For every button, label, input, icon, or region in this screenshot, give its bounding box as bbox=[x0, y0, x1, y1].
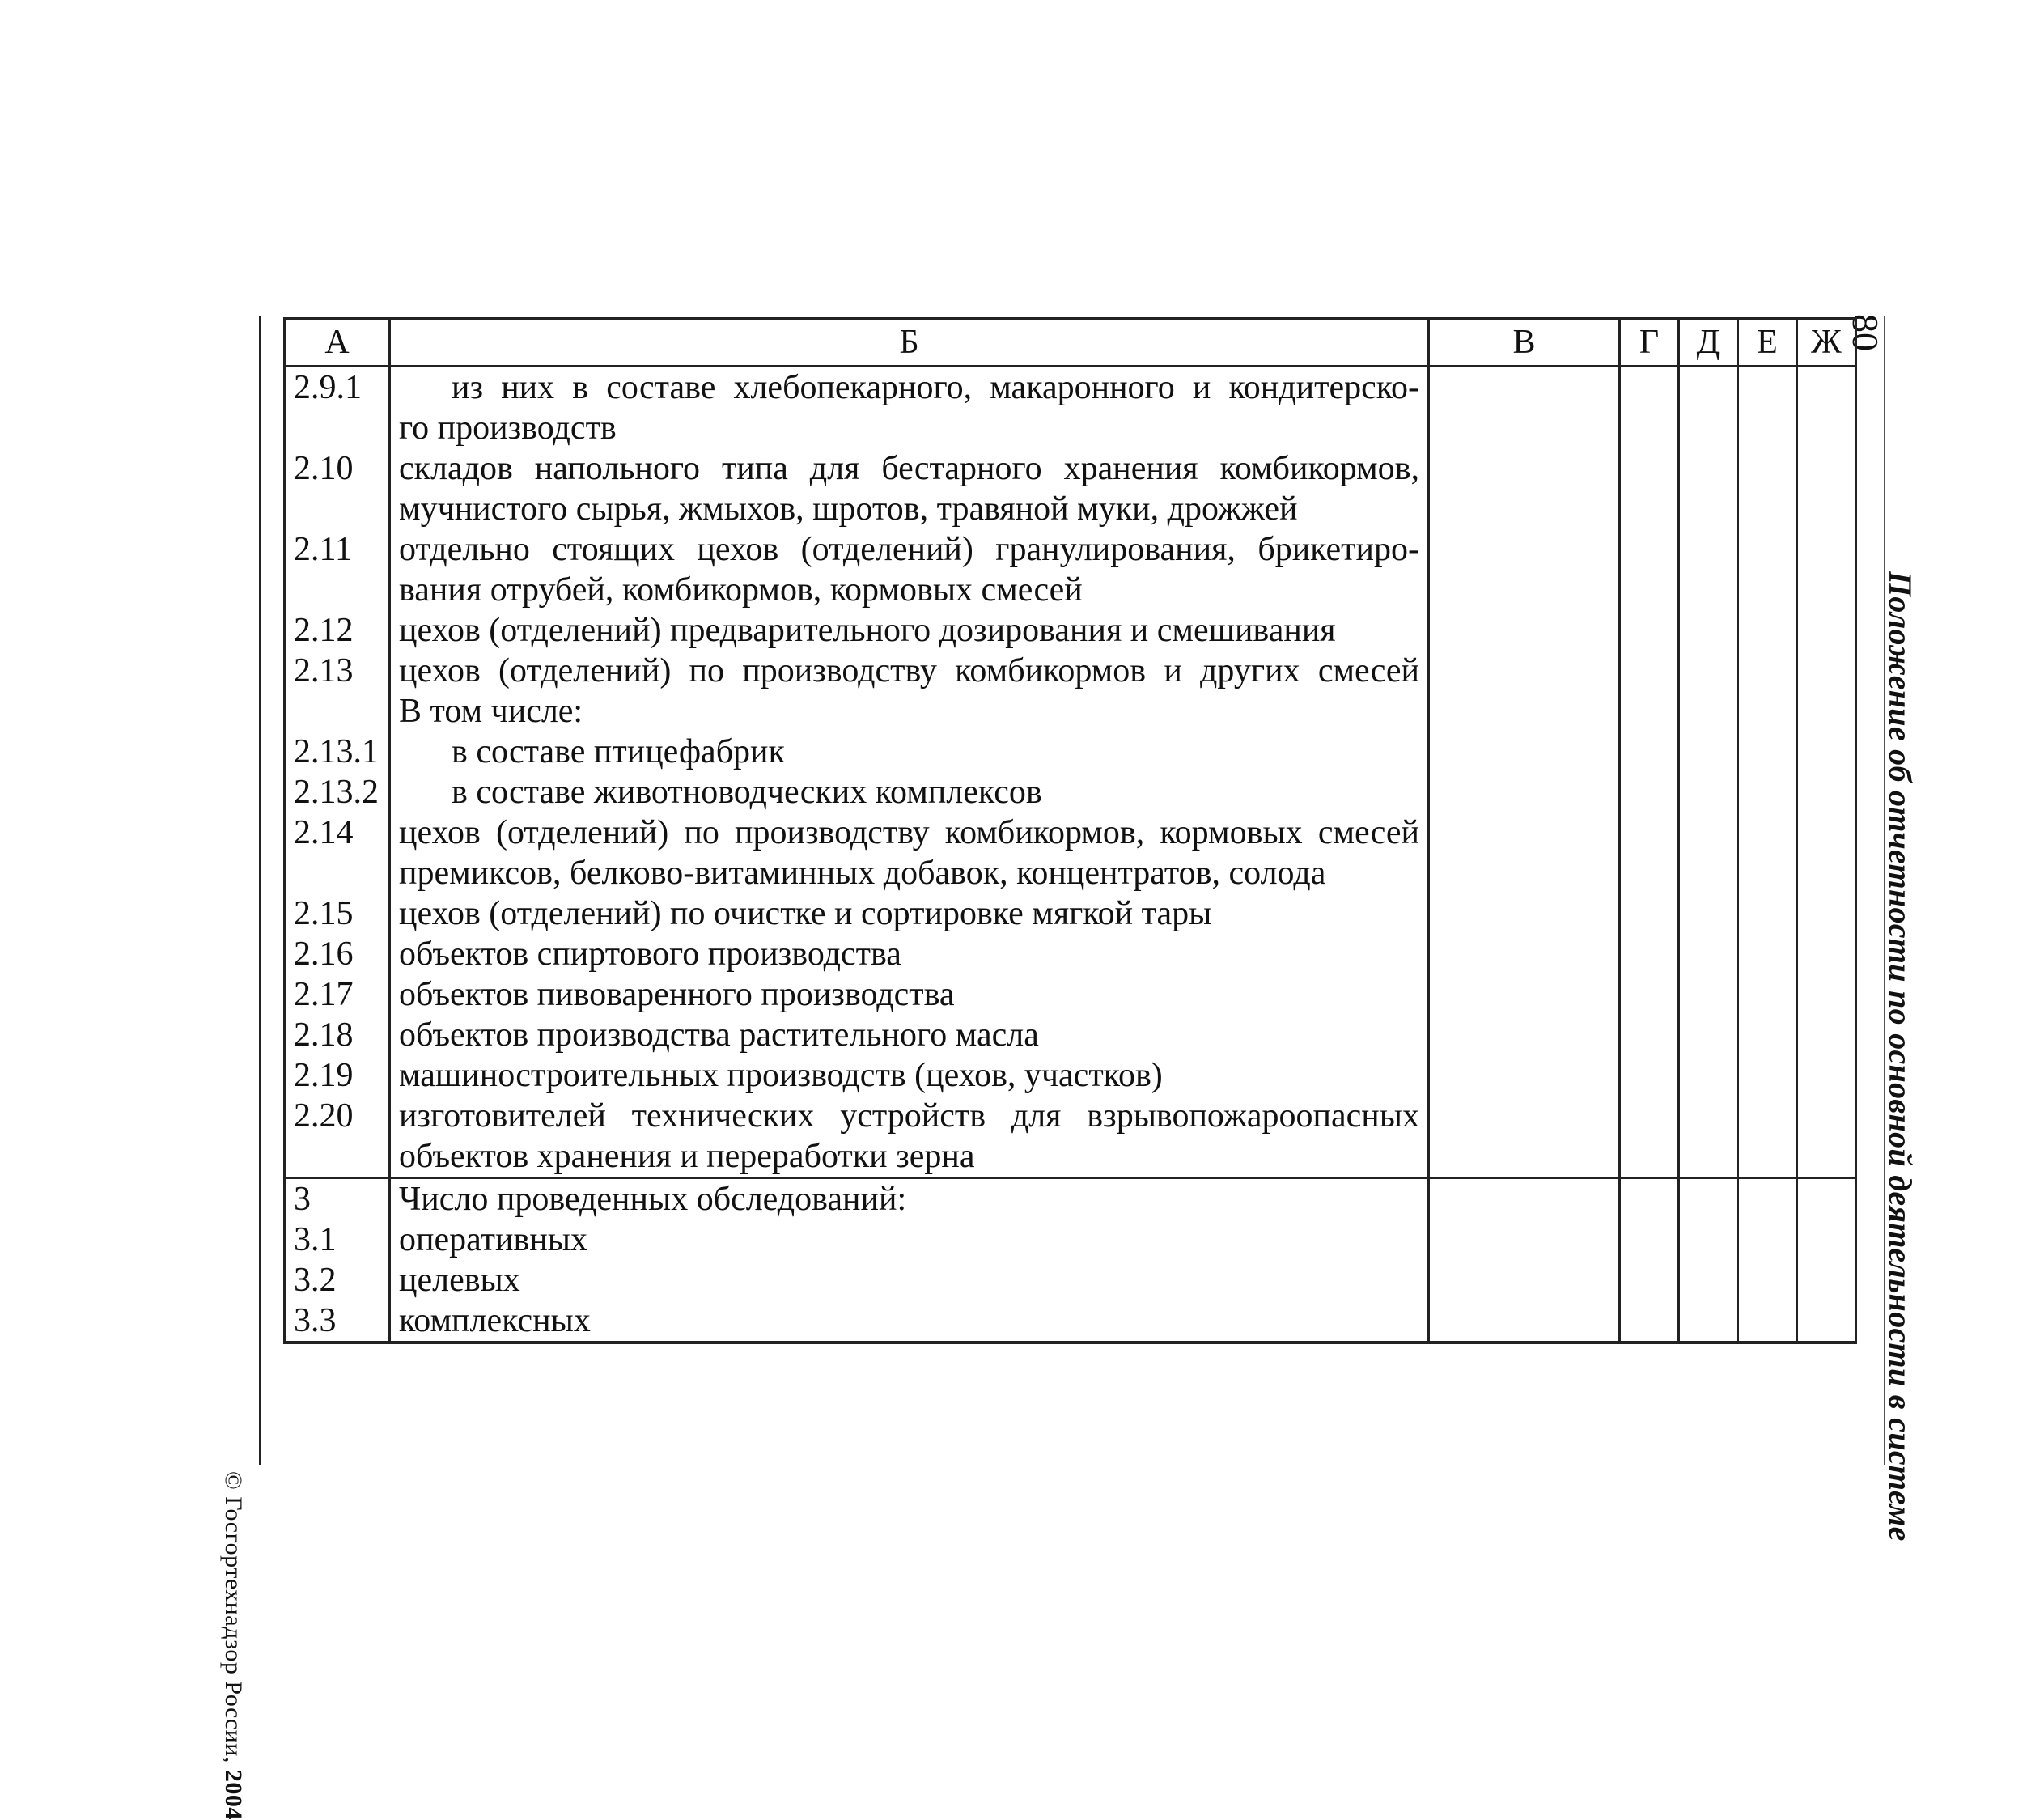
cell-v bbox=[1429, 448, 1620, 529]
cell-zh bbox=[1797, 1260, 1856, 1300]
row-description bbox=[390, 732, 1429, 772]
cell-v bbox=[1429, 367, 1620, 449]
cell-v bbox=[1429, 732, 1620, 772]
table-row bbox=[285, 1178, 1856, 1220]
row-description bbox=[390, 651, 1429, 732]
cell-e bbox=[1738, 1260, 1797, 1300]
row-number: 2.17 bbox=[285, 974, 390, 1015]
row-number: 3.3 bbox=[285, 1300, 390, 1343]
row-number: 2.13 bbox=[285, 651, 390, 732]
cell-v bbox=[1429, 1055, 1620, 1096]
cell-zh bbox=[1797, 651, 1856, 732]
row-number: 2.10 bbox=[285, 448, 390, 529]
cell-v bbox=[1429, 934, 1620, 974]
description-line: в составе животноводческих комплексов bbox=[452, 774, 1042, 811]
cell-v bbox=[1429, 651, 1620, 732]
row-description bbox=[390, 529, 1429, 610]
table-row bbox=[285, 610, 1856, 651]
table-row bbox=[285, 529, 1856, 610]
cell-d bbox=[1679, 1220, 1738, 1260]
copyright-text: © Госгортехнадзор России, bbox=[220, 1471, 247, 1770]
description-line: объектов спиртового производства bbox=[399, 935, 901, 973]
description-line: цехов (отделений) по очистке и сортировке мягкой тары bbox=[399, 895, 1212, 932]
row-description bbox=[390, 1178, 1429, 1220]
cell-zh bbox=[1797, 529, 1856, 610]
cell-zh bbox=[1797, 812, 1856, 893]
description-line: цехов (отделений) по производству комбикормов, кормовых смесей bbox=[399, 814, 1419, 851]
description-line: целевых bbox=[399, 1262, 520, 1299]
cell-v bbox=[1429, 1300, 1620, 1343]
cell-d bbox=[1679, 934, 1738, 974]
row-description bbox=[390, 1055, 1429, 1096]
cell-e bbox=[1738, 1015, 1797, 1055]
cell-g bbox=[1620, 974, 1679, 1015]
cell-d bbox=[1679, 812, 1738, 893]
table-row bbox=[285, 1220, 1856, 1260]
cell-e bbox=[1738, 1300, 1797, 1343]
cell-d bbox=[1679, 1300, 1738, 1343]
cell-e bbox=[1738, 732, 1797, 772]
cell-v bbox=[1429, 529, 1620, 610]
cell-d bbox=[1679, 1178, 1738, 1220]
cell-g bbox=[1620, 772, 1679, 812]
table-row bbox=[285, 934, 1856, 974]
row-description bbox=[390, 1015, 1429, 1055]
cell-d bbox=[1679, 732, 1738, 772]
cell-g bbox=[1620, 610, 1679, 651]
cell-d bbox=[1679, 448, 1738, 529]
table-row bbox=[285, 651, 1856, 732]
cell-v bbox=[1429, 772, 1620, 812]
description-line: складов напольного типа для бестарного хранения комбикормов, bbox=[399, 450, 1419, 487]
description-line: вания отрубей, комбикормов, кормовых смесей bbox=[399, 571, 1083, 609]
cell-d bbox=[1679, 772, 1738, 812]
cell-v bbox=[1429, 1178, 1620, 1220]
cell-g bbox=[1620, 1300, 1679, 1343]
cell-g bbox=[1620, 529, 1679, 610]
cell-zh bbox=[1797, 772, 1856, 812]
description-line: цехов (отделений) предварительного дозирования и смешивания bbox=[399, 612, 1336, 649]
page-number: 80 bbox=[1845, 314, 1886, 351]
row-number: 2.19 bbox=[285, 1055, 390, 1096]
cell-e bbox=[1738, 893, 1797, 934]
row-number: 2.20 bbox=[285, 1096, 390, 1178]
cell-zh bbox=[1797, 1055, 1856, 1096]
col-header-d: Д bbox=[1679, 319, 1738, 367]
cell-g bbox=[1620, 893, 1679, 934]
col-header-b: Б bbox=[390, 319, 1429, 367]
table-row bbox=[285, 1300, 1856, 1343]
cell-g bbox=[1620, 651, 1679, 732]
table-row bbox=[285, 367, 1856, 449]
cell-g bbox=[1620, 1178, 1679, 1220]
cell-zh bbox=[1797, 934, 1856, 974]
description-line: объектов хранения и переработки зерна bbox=[399, 1138, 975, 1175]
cell-g bbox=[1620, 1220, 1679, 1260]
cell-d bbox=[1679, 1096, 1738, 1178]
cell-zh bbox=[1797, 1015, 1856, 1055]
cell-d bbox=[1679, 893, 1738, 934]
cell-v bbox=[1429, 610, 1620, 651]
col-header-v: В bbox=[1429, 319, 1620, 367]
cell-g bbox=[1620, 934, 1679, 974]
cell-e bbox=[1738, 1178, 1797, 1220]
description-line: объектов пивоваренного производства bbox=[399, 976, 955, 1013]
cell-d bbox=[1679, 610, 1738, 651]
row-description bbox=[390, 1220, 1429, 1260]
row-description bbox=[390, 934, 1429, 974]
table-row bbox=[285, 1055, 1856, 1096]
description-line: в составе птицефабрик bbox=[452, 733, 785, 770]
description-line: го производств bbox=[399, 409, 617, 447]
description-line: из них в составе хлебопекарного, макаронного и кондитерско- bbox=[452, 369, 1419, 406]
row-description bbox=[390, 367, 1429, 449]
cell-v bbox=[1429, 974, 1620, 1015]
row-number: 2.18 bbox=[285, 1015, 390, 1055]
row-number: 3.2 bbox=[285, 1260, 390, 1300]
cell-d bbox=[1679, 1015, 1738, 1055]
cell-d bbox=[1679, 1260, 1738, 1300]
row-number: 2.12 bbox=[285, 610, 390, 651]
cell-v bbox=[1429, 812, 1620, 893]
row-description bbox=[390, 610, 1429, 651]
cell-g bbox=[1620, 1096, 1679, 1178]
cell-d bbox=[1679, 367, 1738, 449]
cell-e bbox=[1738, 1055, 1797, 1096]
left-margin-rule bbox=[259, 316, 261, 1465]
copyright-year: 2004 bbox=[220, 1769, 247, 1820]
description-line: комплексных bbox=[399, 1302, 591, 1339]
description-line: машиностроительных производств (цехов, участков) bbox=[399, 1057, 1163, 1094]
cell-v bbox=[1429, 1220, 1620, 1260]
cell-e bbox=[1738, 529, 1797, 610]
row-number: 2.15 bbox=[285, 893, 390, 934]
table-row bbox=[285, 732, 1856, 772]
cell-zh bbox=[1797, 1096, 1856, 1178]
description-line: отдельно стоящих цехов (отделений) гранулирования, брикетиро- bbox=[399, 531, 1419, 568]
row-description bbox=[390, 812, 1429, 893]
table-row bbox=[285, 1096, 1856, 1178]
table-row bbox=[285, 1260, 1856, 1300]
row-description bbox=[390, 974, 1429, 1015]
description-line: объектов производства растительного масла bbox=[399, 1016, 1039, 1054]
cell-g bbox=[1620, 1055, 1679, 1096]
cell-zh bbox=[1797, 974, 1856, 1015]
cell-d bbox=[1679, 974, 1738, 1015]
cell-g bbox=[1620, 448, 1679, 529]
cell-e bbox=[1738, 934, 1797, 974]
description-line: мучнистого сырья, жмыхов, шротов, травяной муки, дрожжей bbox=[399, 490, 1298, 528]
table-row bbox=[285, 448, 1856, 529]
cell-g bbox=[1620, 367, 1679, 449]
cell-zh bbox=[1797, 1220, 1856, 1260]
cell-zh bbox=[1797, 893, 1856, 934]
description-line: Число проведенных обследований: bbox=[399, 1181, 907, 1218]
cell-e bbox=[1738, 367, 1797, 449]
cell-v bbox=[1429, 1260, 1620, 1300]
row-number: 2.11 bbox=[285, 529, 390, 610]
row-description bbox=[390, 1260, 1429, 1300]
cell-zh bbox=[1797, 610, 1856, 651]
report-table bbox=[283, 317, 1857, 1344]
table-row bbox=[285, 812, 1856, 893]
row-description bbox=[390, 448, 1429, 529]
cell-zh bbox=[1797, 732, 1856, 772]
cell-g bbox=[1620, 1015, 1679, 1055]
cell-e bbox=[1738, 448, 1797, 529]
cell-d bbox=[1679, 651, 1738, 732]
cell-g bbox=[1620, 1260, 1679, 1300]
row-number: 2.16 bbox=[285, 934, 390, 974]
row-description bbox=[390, 1300, 1429, 1343]
row-number: 2.13.2 bbox=[285, 772, 390, 812]
cell-v bbox=[1429, 1096, 1620, 1178]
cell-e bbox=[1738, 1096, 1797, 1178]
cell-e bbox=[1738, 651, 1797, 732]
description-line: изготовителей технических устройств для взрывопожароопасных bbox=[399, 1097, 1419, 1135]
cell-e bbox=[1738, 1220, 1797, 1260]
copyright-notice bbox=[219, 1471, 247, 1820]
running-title: Положение об отчетности по основной деятельности в системе bbox=[1882, 571, 1919, 1542]
row-description bbox=[390, 893, 1429, 934]
table-row bbox=[285, 1015, 1856, 1055]
cell-e bbox=[1738, 974, 1797, 1015]
cell-e bbox=[1738, 772, 1797, 812]
row-number: 2.13.1 bbox=[285, 732, 390, 772]
row-number: 2.14 bbox=[285, 812, 390, 893]
cell-g bbox=[1620, 812, 1679, 893]
col-header-a: А bbox=[285, 319, 390, 367]
cell-g bbox=[1620, 732, 1679, 772]
table-row bbox=[285, 772, 1856, 812]
description-line: цехов (отделений) по производству комбикормов и других смесей bbox=[399, 652, 1419, 689]
description-line: премиксов, белково-витаминных добавок, концентратов, солода bbox=[399, 855, 1326, 892]
row-number: 3.1 bbox=[285, 1220, 390, 1260]
col-header-zh: Ж bbox=[1797, 319, 1856, 367]
cell-zh bbox=[1797, 367, 1856, 449]
row-number: 2.9.1 bbox=[285, 367, 390, 449]
col-header-e: Е bbox=[1738, 319, 1797, 367]
description-line: оперативных bbox=[399, 1221, 588, 1258]
cell-d bbox=[1679, 529, 1738, 610]
col-header-g: Г bbox=[1620, 319, 1679, 367]
cell-zh bbox=[1797, 1178, 1856, 1220]
row-description bbox=[390, 1096, 1429, 1178]
row-description bbox=[390, 772, 1429, 812]
description-line: В том числе: bbox=[399, 693, 583, 730]
table-row bbox=[285, 893, 1856, 934]
table-header-row bbox=[285, 319, 1856, 367]
cell-e bbox=[1738, 610, 1797, 651]
cell-zh bbox=[1797, 1300, 1856, 1343]
cell-v bbox=[1429, 1015, 1620, 1055]
cell-v bbox=[1429, 893, 1620, 934]
table-row bbox=[285, 974, 1856, 1015]
cell-zh bbox=[1797, 448, 1856, 529]
row-number: 3 bbox=[285, 1178, 390, 1220]
cell-d bbox=[1679, 1055, 1738, 1096]
cell-e bbox=[1738, 812, 1797, 893]
